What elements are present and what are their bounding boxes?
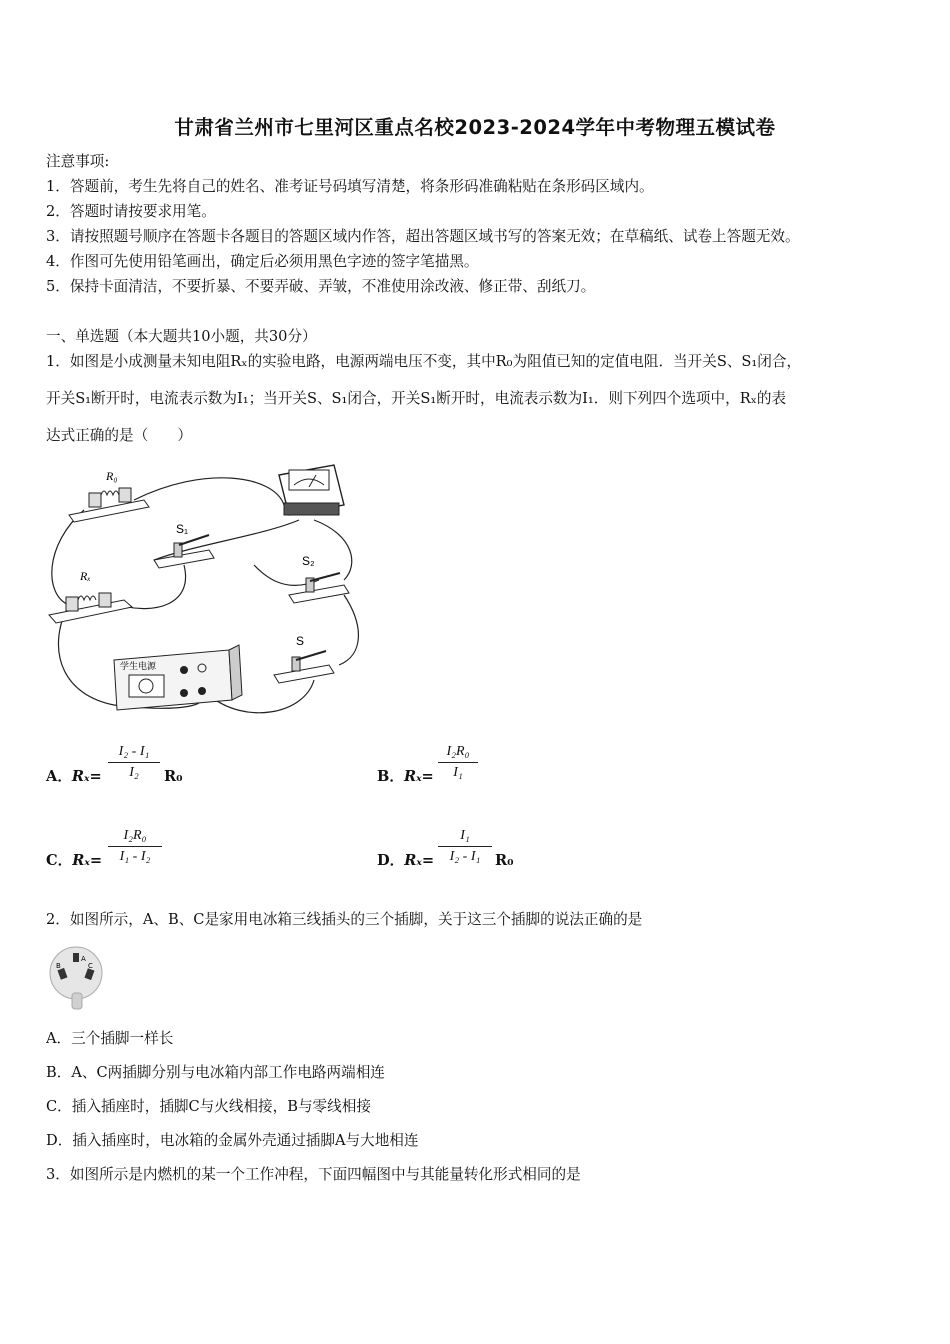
circuit-figure [44, 455, 364, 725]
option-d[interactable]: D．Rₓ= [377, 852, 435, 869]
q2-option-d[interactable]: D．插入插座时，电冰箱的金属外壳通过插脚A与大地相连 [46, 1132, 419, 1149]
s-switch [274, 651, 334, 683]
s1-label: S₁ [176, 522, 189, 536]
q2-option-b[interactable]: B．A、C两插脚分别与电冰箱内部工作电路两端相连 [46, 1064, 385, 1081]
power-supply [114, 645, 242, 710]
plug-figure [44, 943, 108, 1013]
note-item: 3．请按照题号顺序在答题卡各题目的答题区域内作答，超出答题区域书写的答案无效；在草稿纸、试卷上答题无效。 [46, 228, 800, 245]
option-c[interactable]: C．Rₓ= [46, 852, 103, 869]
note-item: 2．答题时请按要求用笔。 [46, 203, 216, 220]
supply-label: 学生电源 [120, 662, 157, 672]
section-heading: 一、单选题（本大题共10小题，共30分） [46, 328, 317, 345]
q1-stem-line2: 开关S₁断开时，电流表示数为I₁；当开关S、S₁闭合，开关S₁断开时，电流表示数为I₁．则下列四个选项中，Rₓ的表 [46, 390, 787, 407]
option-a-suffix: R₀ [164, 768, 183, 785]
option-a-fraction: I₂ - I₁ I₂ [108, 744, 160, 781]
rx-label: Rₓ [80, 569, 91, 583]
q2-option-a[interactable]: A．三个插脚一样长 [46, 1030, 174, 1047]
option-c-fraction: I₂R₀ I₁ - I₂ [108, 828, 162, 865]
q3-stem: 3．如图所示是内燃机的某一个工作冲程，下面四幅图中与其能量转化形式相同的是 [46, 1166, 581, 1183]
s2-switch [289, 573, 349, 603]
note-item: 1．答题前，考生先将自己的姓名、准考证号码填写清楚，将条形码准确粘贴在条形码区域内。 [46, 178, 654, 195]
r0-label: R₀ [106, 469, 118, 483]
s2-label: S₂ [302, 554, 315, 568]
option-b-fraction: I₂R₀ I₁ [438, 744, 478, 781]
s-label: S [296, 634, 305, 648]
note-item: 5．保持卡面清洁，不要折暴、不要弄破、弄皱，不准使用涂改液、修正带、刮纸刀。 [46, 278, 596, 295]
rx-board [49, 593, 132, 623]
plug-label-a: A [81, 955, 86, 963]
plug-label-b: B [56, 962, 61, 970]
r0-board [69, 488, 149, 522]
option-a[interactable]: A．Rₓ= [46, 768, 102, 785]
option-b[interactable]: B．Rₓ= [377, 768, 434, 785]
option-d-suffix: R₀ [495, 852, 514, 869]
plug-label-c: C [88, 962, 93, 970]
note-item: 4．作图可先使用铅笔画出，确定后必须用黑色字迹的签字笔描黑。 [46, 253, 479, 270]
notes-heading: 注意事项: [46, 153, 110, 170]
ammeter [279, 465, 344, 515]
option-d-fraction: I₁ I₂ - I₁ [438, 828, 492, 865]
q2-option-c[interactable]: C．插入插座时，插脚C与火线相接，B与零线相接 [46, 1098, 371, 1115]
q1-stem-line1: 1．如图是小成测量未知电阻Rₓ的实验电路，电源两端电压不变，其中R₀为阻值已知的定值电阻．当开关S、S₁闭合， [46, 353, 802, 370]
page-title: 甘肃省兰州市七里河区重点名校2023-2024学年中考物理五模试卷 [174, 116, 776, 139]
q2-stem: 2．如图所示，A、B、C是家用电冰箱三线插头的三个插脚，关于这三个插脚的说法正确的是 [46, 911, 643, 928]
q1-stem-line3: 达式正确的是（ ） [46, 427, 192, 444]
